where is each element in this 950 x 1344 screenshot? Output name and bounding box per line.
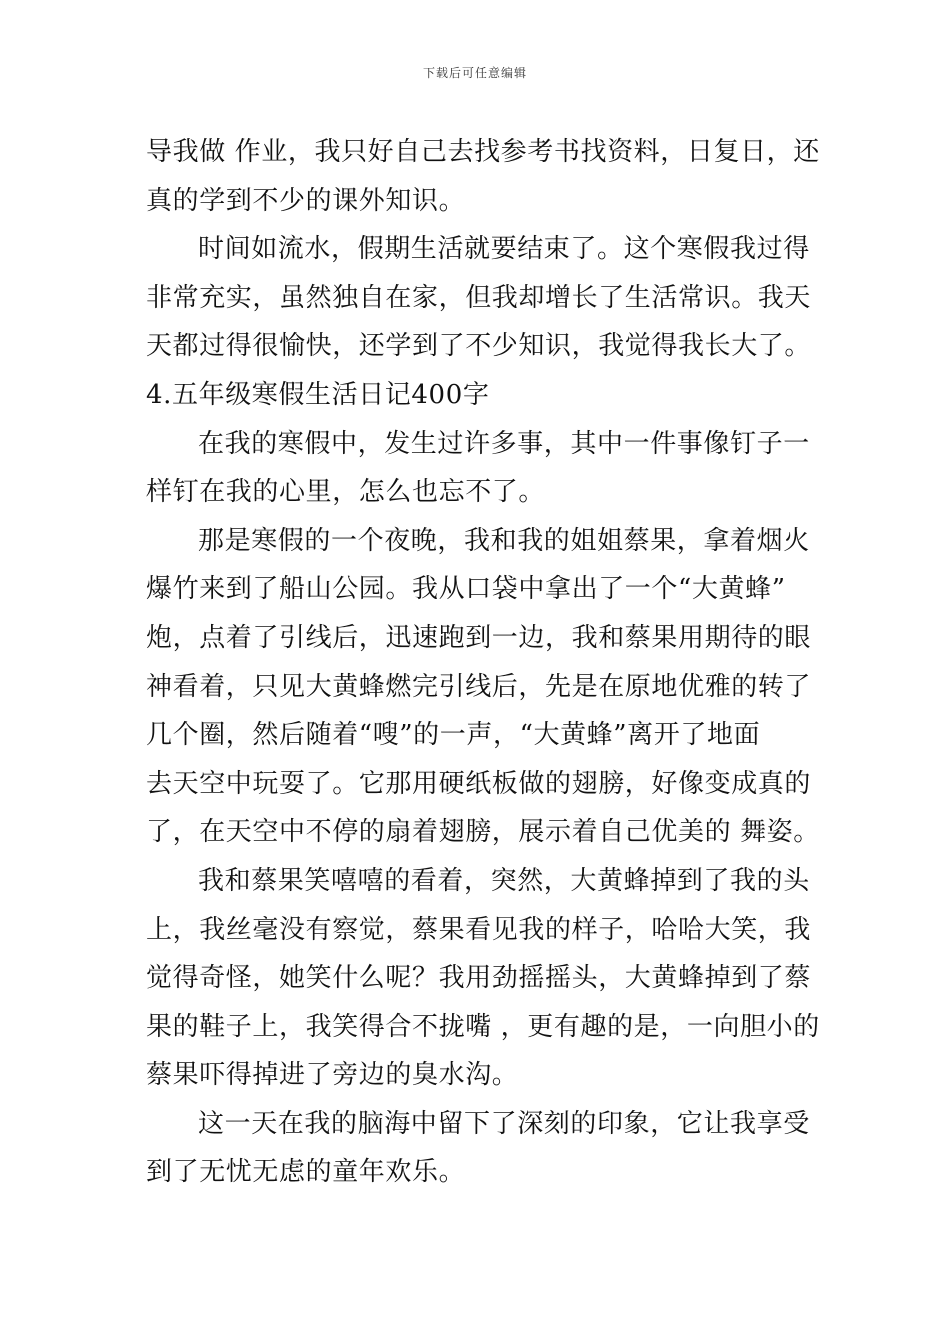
text-line: 觉得奇怪，她笑什么呢？我用劲摇摇头，大黄蜂掉到了蔡 [146, 963, 812, 994]
text-line: 去天空中玩耍了。它那用硬纸板做的翅膀，好像变成真的 [146, 768, 812, 799]
paragraph-start-line: 时间如流水，假期生活就要结束了。这个寒假我过得 [198, 234, 810, 265]
paragraph-start-line: 我和蔡果笑嘻嘻的看着，突然，大黄蜂掉到了我的头 [198, 865, 810, 896]
text-line: 真的学到不少的课外知识。 [146, 185, 466, 216]
paragraph-start-line: 在我的寒假中，发生过许多事，其中一件事像钉子一 [198, 428, 810, 459]
document-body [146, 128, 820, 1197]
text-line: 样钉在我的心里，怎么也忘不了。 [146, 477, 546, 508]
page-header-note: 下载后可任意编辑 [422, 66, 527, 80]
text-line: 非常充实，虽然独自在家，但我却增长了生活常识。我天 [146, 282, 812, 313]
text-line: 天都过得很愉快，还学到了不少知识，我觉得我长大了。 [146, 331, 812, 362]
text-line: 神看着，只见大黄蜂燃完引线后，先是在原地优雅的转了 [146, 671, 812, 702]
paragraph-start-line: 这一天在我的脑海中留下了深刻的印象，它让我享受 [198, 1108, 810, 1139]
text-line: 几个圈，然后随着“嗖”的一声，“大黄蜂”离开了地面 [146, 720, 761, 751]
text-line: 果的鞋子上，我笑得合不拢嘴 ，更有趣的是，一向胆小的 [146, 1011, 820, 1042]
text-line: 蔡果吓得掉进了旁边的臭水沟。 [146, 1060, 519, 1091]
text-line: 到了无忧无虑的童年欢乐。 [146, 1157, 466, 1188]
text-line: 炮，点着了引线后，迅速跑到一边，我和蔡果用期待的眼 [146, 622, 812, 653]
paragraph-start-line: 那是寒假的一个夜晚，我和我的姐姐蔡果，拿着烟火 [198, 525, 810, 556]
text-line: 爆竹来到了船山公园。我从口袋中拿出了一个“大黄蜂” [146, 574, 786, 605]
text-line: 导我做 作业，我只好自己去找参考书找资料，日复日，还 [146, 137, 820, 167]
section-heading: 4.五年级寒假生活日记400字 [146, 379, 490, 410]
text-line: 上，我丝毫没有察觉，蔡果看见我的样子，哈哈大笑，我 [146, 914, 812, 945]
text-line: 了，在天空中不停的扇着翅膀，展示着自己优美的 舞姿。 [146, 817, 820, 848]
